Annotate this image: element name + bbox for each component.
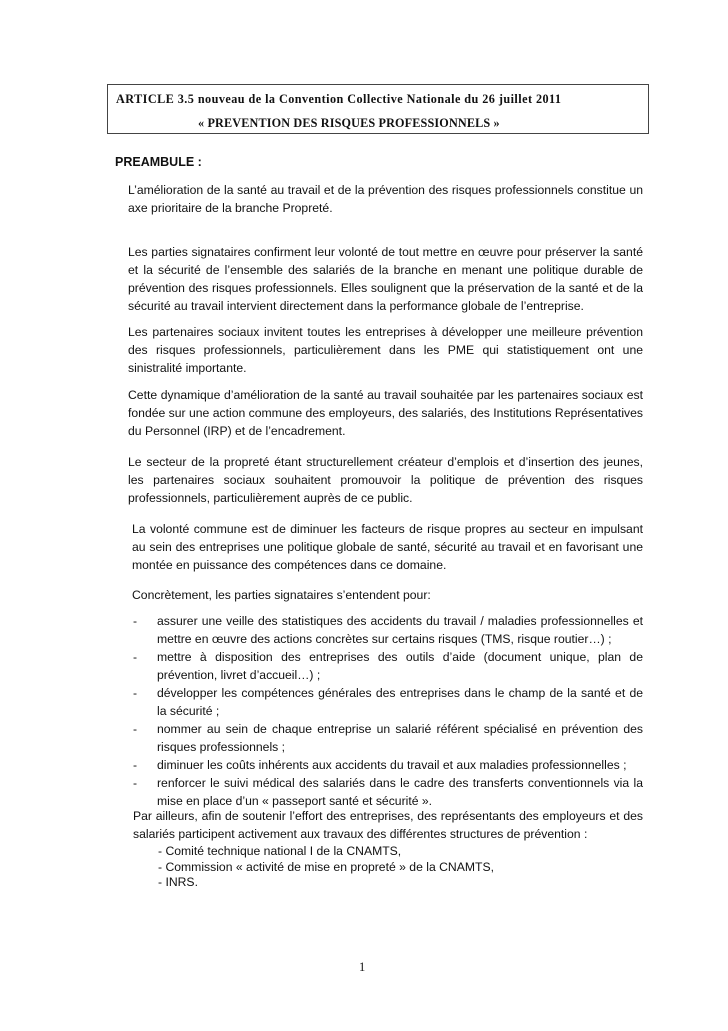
list-item-text: diminuer les coûts inhérents aux accidents du travail et aux maladies professionnelles ; xyxy=(157,758,627,772)
list-item: - Comité technique national I de la CNAMTS, xyxy=(158,844,402,858)
paragraph-2: Les parties signataires confirment leur volonté de tout mettre en œuvre pour préserver la santé et la sécurité de l’ensemble des salariés de la branche en menant une politique durable de prévention des risques professionnels. Elles soulignent que la préservation de la santé et de la sécurité au travail intervient directement dans la performance globale de l’entreprise. xyxy=(128,245,643,313)
paragraph-5: Le secteur de la propreté étant structurellement créateur d’emplois et d’insertion des jeunes, les partenaires sociaux souhaitent promouvoir la politique de prévention des risques professionnels, particulièrement auprès de ce public. xyxy=(128,455,643,505)
list-item xyxy=(133,720,643,756)
bullet-dash: - xyxy=(133,776,138,790)
list-item: - INRS. xyxy=(158,875,198,889)
bullet-dash: - xyxy=(133,686,138,700)
paragraph-7: Concrètement, les parties signataires s’entendent pour: xyxy=(132,588,431,602)
list-item-text: développer les compétences générales des entreprises dans le champ de la santé et de la sécurité ; xyxy=(157,686,643,718)
list-item xyxy=(133,612,643,648)
article-subtitle: « PREVENTION DES RISQUES PROFESSIONNELS » xyxy=(198,116,500,130)
preamble-heading: PREAMBULE : xyxy=(115,155,202,169)
bullet-dash: - xyxy=(133,722,138,736)
commitments-list xyxy=(133,612,643,810)
paragraph-6: La volonté commune est de diminuer les facteurs de risque propres au secteur en impulsant au sein des entreprises une politique globale de santé, sécurité au travail et en favorisant une montée en puissance des compétences dans ce domaine. xyxy=(132,522,643,572)
structures-list xyxy=(158,844,494,891)
paragraph-1: L’amélioration de la santé au travail et de la prévention des risques professionnels constitue un axe prioritaire de la branche Propreté. xyxy=(128,183,643,215)
list-item-text: renforcer le suivi médical des salariés dans le cadre des transferts conventionnels via la mise en place d’un « passeport santé et sécurité ». xyxy=(157,776,643,808)
list-item xyxy=(133,774,643,810)
page-number: 1 xyxy=(359,960,366,974)
paragraph-3: Les partenaires sociaux invitent toutes les entreprises à développer une meilleure prévention des risques professionnels, particulièrement dans les PME qui statistiquement ont une sinistralité importante. xyxy=(128,325,643,375)
list-item xyxy=(133,756,643,774)
list-item-text: nommer au sein de chaque entreprise un salarié référent spécialisé en prévention des risques professionnels ; xyxy=(157,722,643,754)
article-title: ARTICLE 3.5 nouveau de la Convention Collective Nationale du 26 juillet 2011 xyxy=(116,92,562,106)
list-item-text: mettre à disposition des entreprises des outils d’aide (document unique, plan de prévention, livret d’accueil…) ; xyxy=(157,650,643,682)
closing-paragraph: Par ailleurs, afin de soutenir l’effort des entreprises, des représentants des employeurs et des salariés participent activement aux travaux des différentes structures de prévention : xyxy=(133,809,643,841)
list-item xyxy=(133,648,643,684)
list-item-text: assurer une veille des statistiques des accidents du travail / maladies professionnelles et mettre en œuvre des actions concrètes sur certains risques (TMS, risque routier…) ; xyxy=(157,614,643,646)
list-item: - Commission « activité de mise en propreté » de la CNAMTS, xyxy=(158,859,494,874)
article-header-box xyxy=(107,84,649,134)
bullet-dash: - xyxy=(133,614,138,628)
paragraph-4: Cette dynamique d’amélioration de la santé au travail souhaitée par les partenaires sociaux est fondée sur une action commune des employeurs, des salariés, des Institutions Représentatives du Personnel (IRP) et de l’encadrement. xyxy=(128,388,643,438)
bullet-dash: - xyxy=(133,758,138,772)
list-item xyxy=(133,684,643,720)
bullet-dash: - xyxy=(133,650,138,664)
